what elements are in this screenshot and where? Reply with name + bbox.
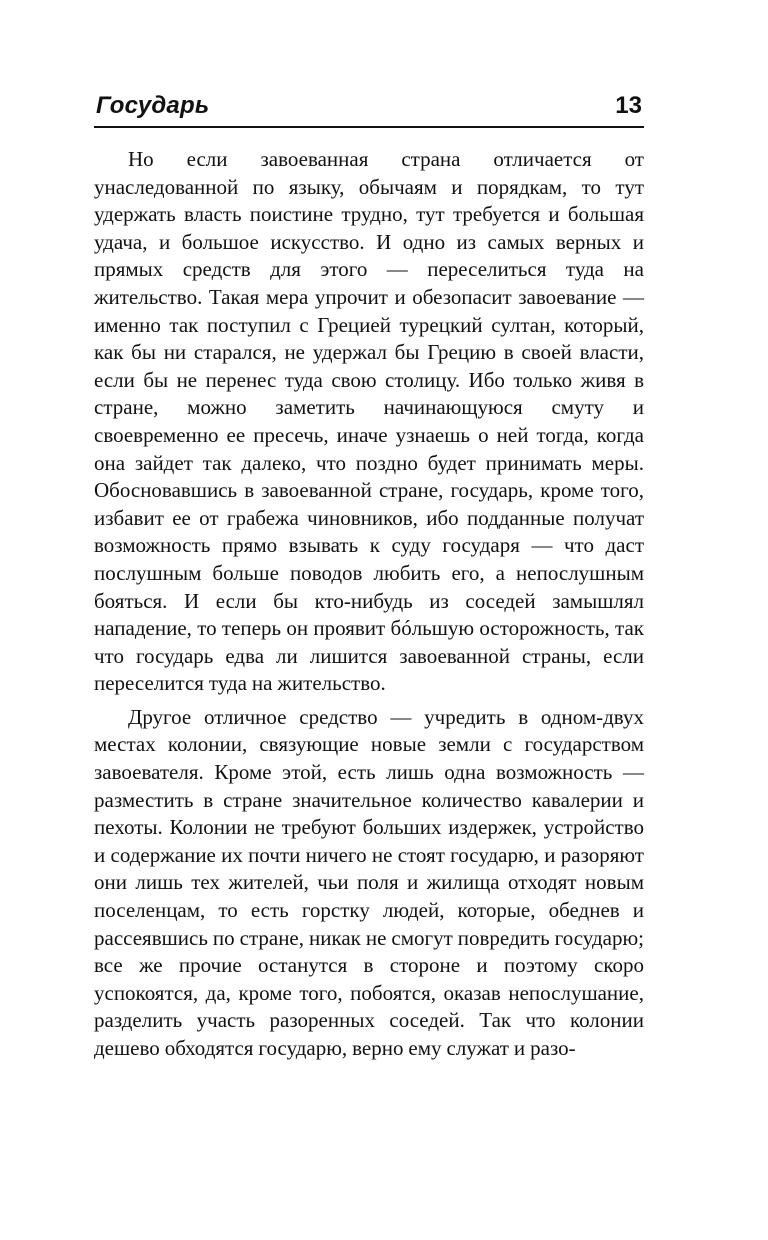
paragraph-2: Другое отличное средство — учредить в одном-двух местах колонии, связующие новые земли с государством завоевателя. Кроме этой, есть лишь одна возможность — разместить в стране значительное количество кавалерии и пехоты. Колонии не требуют больших издержек, устройство и содержание их почти ничего не стоят государю, и разоряют они лишь тех жителей, чьи поля и жилища отходят новым поселенцам, то есть горстку людей, которые, обеднев и рассеявшись по стране, никак не смогут повредить государю; все же прочие останутся в стороне и поэтому скоро успокоятся, да, кроме того, побоятся, оказав непослушание, разделить участь разоренных соседей. Так что колонии дешево обходятся государю, верно ему служат и разо- xyxy=(94,704,644,1060)
paragraph-1: Но если завоеванная страна отличается от унаследованной по языку, обычаям и порядкам, то тут удержать власть поистине трудно, тут требуется и большая удача, и большое искусство. И одно из самых верных и прямых средств для этого — переселиться туда на жительство. Такая мера упрочит и обезопасит завоевание — именно так поступил с Грецией турецкий султан, который, как бы ни старался, не удержал бы Грецию в своей власти, если бы не перенес туда свою столицу. Ибо только живя в стране, можно заметить начинающуюся смуту и своевременно ее пресечь, иначе узнаешь о ней тогда, когда она зайдет так далеко, что поздно будет принимать меры. Обосновавшись в завоеванной стране, государь, кроме того, избавит ее от грабежа чиновников, ибо подданные получат возможность прямо взывать к суду государя — что даст послушным больше поводов любить его, а непослушным бояться. И если бы кто-нибудь из соседей замышлял нападение, то теперь он проявит бóльшую осторожность, так что государь едва ли лишится завоеванной страны, если переселится туда на жительство. xyxy=(94,147,644,696)
book-page xyxy=(94,92,644,1063)
page-number: 13 xyxy=(615,92,642,119)
running-title: Государь xyxy=(96,92,210,119)
running-header xyxy=(94,92,644,128)
body-text xyxy=(94,146,644,1063)
